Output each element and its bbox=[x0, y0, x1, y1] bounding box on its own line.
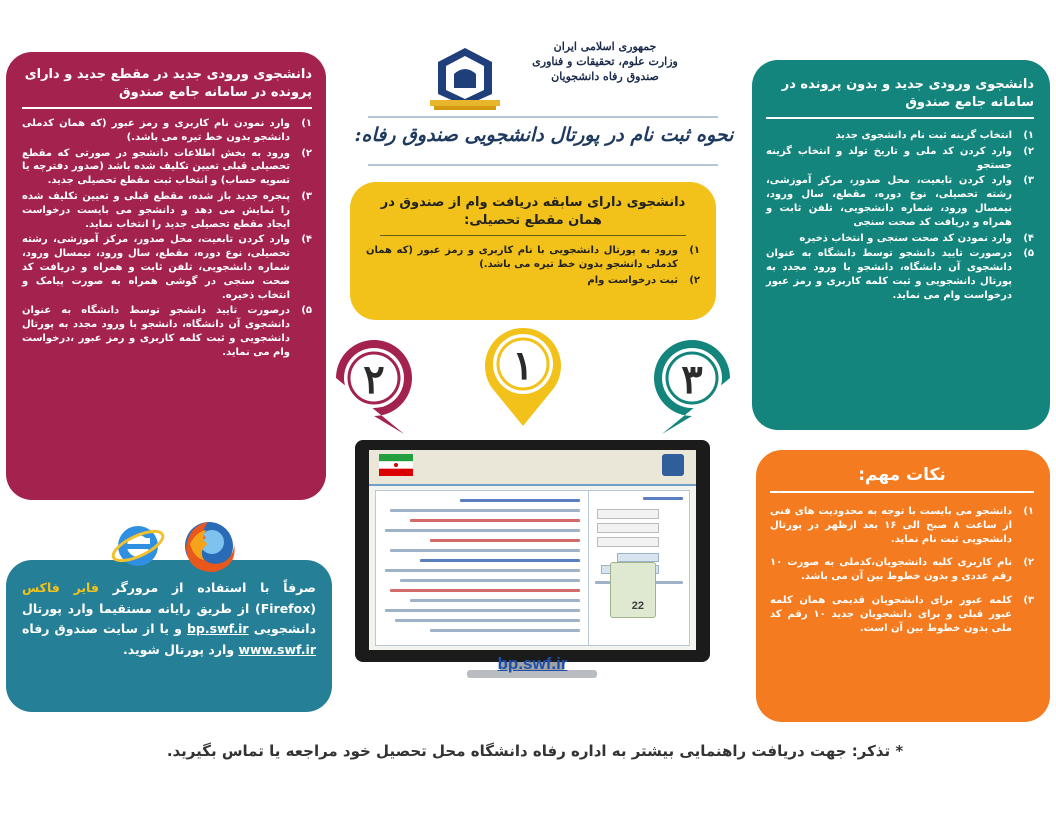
text-part: (Firefox) از طریق رایانه مستقیما وارد پورتال دانشجویی bbox=[22, 600, 316, 637]
item-number: ۲) bbox=[689, 274, 700, 286]
header-line: وزارت علوم، تحقیقات و فناوری bbox=[532, 54, 678, 68]
text-part: صرفاً با استفاده از مرورگر bbox=[112, 580, 316, 595]
footer-note: * تذکر: جهت دریافت راهنمایی بیشتر به اداره رفاه دانشگاه محل تحصیل خود مراجعه یا تماس بگیرید. bbox=[166, 742, 904, 760]
text-line bbox=[643, 497, 683, 500]
item-number: ۳) bbox=[301, 191, 312, 203]
portal-url[interactable]: bp.swf.ir bbox=[497, 654, 568, 673]
item-number: ۵) bbox=[1023, 248, 1034, 260]
list-item bbox=[766, 247, 1034, 302]
page-title: نحوه ثبت نام در پورتال دانشجویی صندوق رفاه: bbox=[354, 124, 734, 146]
item-number: ۴) bbox=[1023, 232, 1034, 244]
item-number: ۱) bbox=[1023, 505, 1034, 517]
text-line bbox=[390, 589, 580, 592]
portal-screenshot bbox=[369, 450, 696, 650]
item-number: ۲) bbox=[1023, 145, 1034, 157]
list-item bbox=[766, 129, 1034, 143]
header-line: جمهوری اسلامی ایران bbox=[553, 40, 657, 53]
card-title: دانشجوی ورودی جدید و بدون پرونده در سامانه جامع صندوق bbox=[781, 77, 1034, 110]
text-line bbox=[430, 629, 580, 632]
swf-logo-icon bbox=[420, 44, 510, 114]
marker-number: ۱ bbox=[512, 342, 534, 389]
card-existing-student bbox=[350, 182, 716, 320]
internet-explorer-icon bbox=[108, 514, 168, 574]
card-important-notes bbox=[756, 450, 1050, 722]
firefox-highlight: فایر فاکس bbox=[22, 580, 99, 595]
steps-list bbox=[366, 244, 700, 287]
login-button bbox=[617, 553, 659, 562]
username-field bbox=[597, 509, 659, 519]
steps-list bbox=[22, 117, 312, 360]
list-item bbox=[766, 174, 1034, 229]
text-line bbox=[410, 599, 580, 602]
list-item bbox=[22, 304, 312, 359]
divider bbox=[380, 235, 686, 236]
list-item bbox=[22, 147, 312, 188]
item-number: ۲) bbox=[301, 147, 312, 159]
item-text: ورود به بخش اطلاعات دانشجو در صورتی که مقطع تحصیلی قبلی تعیین تکلیف شده باشد (صدور دفترچه یا تسویه حساب) و انتخاب ثبت مقطع تحصیلی جدید. bbox=[22, 147, 290, 187]
item-text: پنجره جدید باز شده، مقطع قبلی و تعیین تکلیف شده را نمایش می دهد و دانشجو می بایست درخواست ایجاد مقطع تحصیلی جدید را انتخاب نماید. bbox=[22, 191, 290, 230]
list-item bbox=[770, 556, 1034, 584]
ministry-header bbox=[520, 40, 690, 85]
item-text: دانشجو می بایست با توجه به محدودیت های فنی از ساعت ۸ صبح الی ۱۶ بعد ازظهر در پورتال دانشجویی ثبت نام نماید. bbox=[770, 505, 1013, 545]
text-part: و یا از سایت صندوق رفاه bbox=[22, 621, 182, 637]
item-text: نام کاربری کلیه دانشجویان،کدملی به صورت ۱۰ رقم عددی و بدون خطوط بین آن می باشد. bbox=[770, 557, 1012, 583]
list-item bbox=[22, 190, 312, 231]
password-field bbox=[597, 523, 659, 533]
browser-instructions-text bbox=[22, 578, 316, 661]
iran-flag-icon bbox=[379, 454, 413, 476]
item-text: ورود به پورتال دانشجویی با نام کاربری و رمز عبور (که همان کدملی دانشجو بدون خط تیره می باشد.) bbox=[366, 245, 678, 270]
marker-number: ۳ bbox=[681, 356, 703, 403]
list-item bbox=[770, 594, 1034, 635]
card-title: نکات مهم: bbox=[858, 465, 946, 485]
marker-2 bbox=[326, 338, 426, 438]
item-text: درصورت تایید دانشجو توسط دانشگاه به عنوان دانشجوی آن دانشگاه، دانشجو با ورود مجدد به پورتال دانشجویی و ثبت کلمه کاربری و رمز عبور ،درخواست وام می نماید. bbox=[22, 305, 290, 358]
item-text: وارد نمودن کد صحت سنجی و انتخاب ذخیره bbox=[799, 232, 1012, 244]
site-link[interactable]: www.swf.ir bbox=[238, 641, 316, 657]
text-line bbox=[385, 529, 580, 532]
card-new-student bbox=[752, 60, 1050, 430]
portal-news-panel bbox=[375, 490, 589, 646]
item-text: وارد نمودن نام کاربری و رمز عبور (که همان کدملی دانشجو بدون خط تیره می باشد.) bbox=[22, 118, 290, 143]
browser-icons bbox=[108, 514, 248, 574]
item-number: ۲) bbox=[1023, 557, 1034, 569]
calendar-number: 22 bbox=[631, 600, 644, 612]
item-number: ۴) bbox=[301, 234, 312, 246]
steps-list bbox=[766, 129, 1034, 303]
divider bbox=[770, 491, 1034, 493]
card-new-level-student bbox=[6, 52, 326, 500]
item-text: درصورت تایید دانشجو توسط دانشگاه به عنوان دانشجوی آن دانشگاه، دانشجو با ورود مجدد به پورتال دانشجویی و ثبت کلمه کاربری و رمز عبور درخواست وام می نماید. bbox=[766, 248, 1012, 301]
title-rule-top bbox=[368, 116, 718, 118]
list-item bbox=[366, 244, 700, 272]
item-text: ثبت درخواست وام bbox=[587, 274, 678, 286]
divider bbox=[22, 107, 312, 109]
text-line bbox=[385, 609, 580, 612]
item-text: انتخاب گزینه ثبت نام دانشجوی جدید bbox=[835, 130, 1012, 142]
header-line: صندوق رفاه دانشجویان bbox=[551, 69, 659, 83]
portal-header bbox=[369, 450, 696, 486]
marker-3 bbox=[640, 338, 740, 438]
text-line bbox=[390, 549, 580, 552]
marker-number: ۲ bbox=[363, 356, 385, 403]
text-line bbox=[410, 519, 580, 522]
text-line bbox=[420, 559, 580, 562]
item-number: ۱) bbox=[689, 245, 700, 257]
item-number: ۱) bbox=[301, 118, 312, 130]
firefox-icon bbox=[178, 514, 240, 576]
text-line bbox=[385, 569, 580, 572]
item-number: ۳) bbox=[1023, 594, 1034, 606]
list-item bbox=[770, 505, 1034, 546]
text-line bbox=[400, 579, 580, 582]
notes-list bbox=[770, 505, 1034, 635]
item-text: وارد کردن تابعیت، محل صدور، مرکز آموزشی، رشته تحصیلی، نوع دوره، مقطع، سال ورود، نیمسال ورود، شماره دانشجویی، تلفن ثابت و همراه و دریافت کد صحت سنجی در گوشی همراه به صورت پیامک و انتخاب ذخیره. bbox=[22, 234, 290, 301]
item-text: کلمه عبور برای دانشجویان قدیمی همان کلمه عبور قبلی و برای دانشجویان جدید ۱۰ رقم کد ملی بدون خطوط بین آن است. bbox=[770, 594, 1013, 634]
card-browser-instructions bbox=[6, 560, 332, 712]
text-line bbox=[390, 509, 580, 512]
text-line bbox=[395, 619, 580, 622]
list-item bbox=[766, 232, 1034, 246]
list-item bbox=[766, 145, 1034, 173]
item-text: وارد کردن کد ملی و تاریخ تولد و انتخاب گزینه جستجو bbox=[766, 145, 1012, 171]
list-item bbox=[22, 117, 312, 145]
text-line bbox=[460, 499, 580, 502]
swf-logo-icon bbox=[662, 454, 684, 476]
item-text: وارد کردن تابعیت، محل صدور، مرکز آموزشی، رشته تحصیلی، نوع دوره، مقطع، سال ورود، نیمسال ورود، شماره دانشجویی، تلفن ثابت و همراه و دریافت کد صحت سنجی bbox=[766, 175, 1012, 228]
title-rule-bottom bbox=[368, 164, 718, 166]
item-number: ۵) bbox=[301, 305, 312, 317]
list-item bbox=[22, 233, 312, 302]
list-item bbox=[366, 274, 700, 288]
monitor-illustration bbox=[355, 440, 710, 688]
item-number: ۳) bbox=[1023, 175, 1034, 187]
text-part: وارد پورتال شوید. bbox=[122, 641, 235, 657]
divider bbox=[766, 117, 1034, 119]
portal-link[interactable]: bp.swf.ir bbox=[186, 621, 249, 637]
marker-1 bbox=[478, 322, 568, 432]
captcha-field bbox=[597, 537, 659, 547]
text-line bbox=[430, 539, 580, 542]
item-number: ۱) bbox=[1023, 130, 1034, 142]
card-title: دانشجوی ورودی جدید در مقطع جدید و دارای پرونده در سامانه جامع صندوق bbox=[24, 67, 312, 100]
card-title: دانشجوی دارای سابقه دریافت وام از صندوق در همان مقطع تحصیلی: bbox=[380, 195, 686, 228]
